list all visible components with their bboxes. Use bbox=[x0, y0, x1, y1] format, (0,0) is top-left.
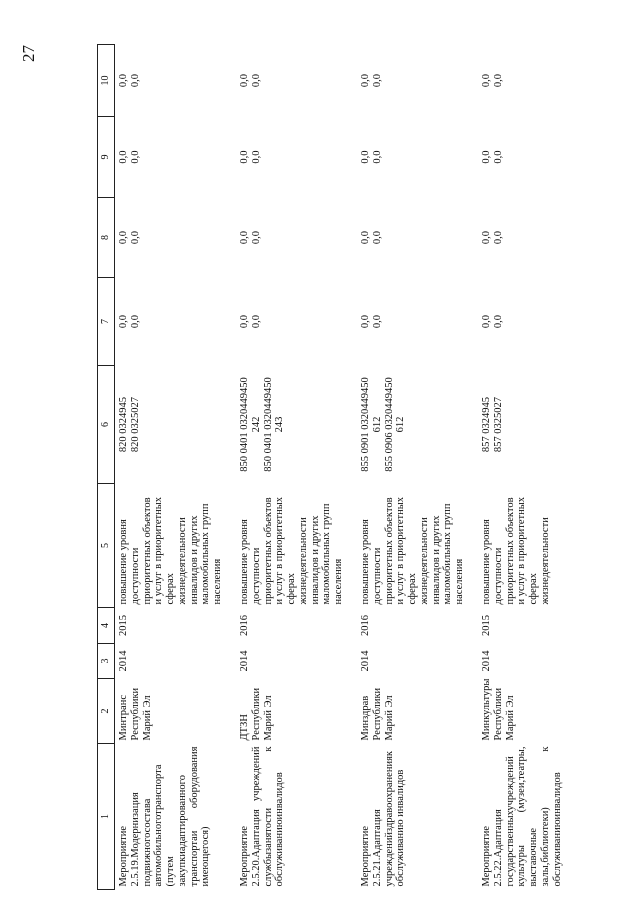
end-year-cell: 2016 bbox=[360, 615, 371, 636]
budget-code-cell-line: 855 0906 0320449450 bbox=[383, 377, 395, 472]
result-cell-line: приоритетных объектов bbox=[504, 497, 516, 605]
activity-cell-line: инвалидов bbox=[551, 772, 563, 820]
activity-cell-line: Мероприятие 2.5.19. bbox=[118, 825, 141, 887]
value-cell-9-line: 0,0 bbox=[371, 150, 383, 164]
budget-code-cell-line: 820 0325027 bbox=[129, 396, 141, 453]
result-cell-line: доступности bbox=[129, 547, 141, 605]
activity-cell-line: к обслуживанию инвалидов bbox=[383, 750, 407, 887]
value-cell-7 bbox=[357, 278, 478, 366]
budget-code-cell bbox=[478, 366, 599, 484]
value-cell-8 bbox=[478, 198, 599, 278]
value-cell-9-line: 0,0 bbox=[360, 150, 371, 164]
result-cell-line: населения bbox=[333, 558, 344, 605]
executor-cell-line: Марий Эл bbox=[141, 695, 153, 741]
result-cell-line: инвалидов и других bbox=[430, 515, 442, 605]
value-cell-7-line: 0,0 bbox=[481, 314, 492, 329]
header-cell: 1 bbox=[98, 744, 115, 890]
executor-cell-line: Республики bbox=[371, 687, 383, 741]
result-cell-line: доступности bbox=[492, 547, 504, 605]
result-cell bbox=[115, 484, 237, 608]
value-cell-10-line: 0,0 bbox=[492, 73, 504, 88]
budget-code-cell bbox=[115, 366, 237, 484]
executor-cell bbox=[236, 679, 357, 744]
activity-cell bbox=[115, 744, 237, 890]
value-cell-8-line: 0,0 bbox=[239, 230, 250, 245]
result-cell-line: повышение уровня bbox=[239, 519, 250, 605]
activity-cell bbox=[478, 744, 599, 890]
value-cell-10-line: 0,0 bbox=[129, 73, 141, 88]
value-cell-10 bbox=[478, 45, 599, 117]
value-cell-9-line: 0,0 bbox=[481, 150, 492, 164]
value-cell-9 bbox=[357, 117, 478, 198]
value-cell-7-line: 0,0 bbox=[239, 314, 250, 329]
header-cell: 6 bbox=[98, 366, 115, 484]
activity-cell-line: Мероприятие 2.5.20. bbox=[239, 825, 262, 887]
budget-code-cell-line: 857 0324945 bbox=[481, 396, 492, 453]
result-cell bbox=[236, 484, 357, 608]
activity-cell-line: театры, выставочные залы, bbox=[516, 746, 551, 887]
header-row bbox=[98, 45, 115, 890]
budget-code-cell-line: 850 0401 0320449450 bbox=[239, 377, 250, 472]
budget-code-cell bbox=[236, 366, 357, 484]
activity-cell bbox=[236, 744, 357, 890]
value-cell-8-line: 0,0 bbox=[492, 230, 504, 245]
value-cell-9-line: 0,0 bbox=[239, 150, 250, 164]
value-cell-9 bbox=[478, 117, 599, 198]
table-body bbox=[115, 45, 600, 890]
value-cell-9-line: 0,0 bbox=[129, 150, 141, 164]
activity-cell-line: и оборудования имеющегося) bbox=[188, 746, 212, 887]
page-number: 27 bbox=[19, 45, 38, 62]
value-cell-8 bbox=[115, 198, 237, 278]
header-cell: 10 bbox=[98, 45, 115, 117]
result-cell-line: населения bbox=[454, 558, 465, 605]
value-cell-10 bbox=[115, 45, 237, 117]
value-cell-7 bbox=[236, 278, 357, 366]
result-cell-line: и услуг в приоритетных bbox=[516, 496, 528, 605]
executor-cell bbox=[357, 679, 478, 744]
result-cell-line: доступности bbox=[250, 547, 262, 605]
table-row bbox=[478, 45, 599, 890]
table-row bbox=[236, 45, 357, 890]
activity-cell-line: Адаптация учреждений службы bbox=[250, 746, 274, 887]
result-cell-line: сферах bbox=[286, 573, 297, 605]
value-cell-10-line: 0,0 bbox=[371, 73, 383, 88]
activity-cell-line: Модернизация подвижного bbox=[129, 792, 153, 887]
value-cell-10-line: 0,0 bbox=[250, 73, 262, 88]
executor-cell bbox=[115, 679, 237, 744]
activity-cell-line: инвалидов bbox=[274, 772, 286, 820]
program-table bbox=[97, 44, 599, 890]
value-cell-10-line: 0,0 bbox=[481, 73, 492, 88]
value-cell-7-line: 0,0 bbox=[118, 314, 129, 329]
executor-cell-line: Минкультуры bbox=[481, 678, 492, 741]
activity-cell-line: Адаптация государственных bbox=[492, 809, 516, 887]
value-cell-7 bbox=[478, 278, 599, 366]
end-year-cell: 2016 bbox=[239, 615, 250, 636]
budget-code-cell-line: 612 bbox=[371, 416, 383, 433]
value-cell-8-line: 0,0 bbox=[118, 230, 129, 245]
result-cell-line: маломобильных групп bbox=[321, 503, 333, 605]
start-year-cell: 2014 bbox=[481, 650, 492, 672]
value-cell-10-line: 0,0 bbox=[239, 73, 250, 88]
header-cell: 3 bbox=[98, 644, 115, 679]
result-cell bbox=[478, 484, 599, 608]
table-row bbox=[115, 45, 237, 890]
result-cell-line: жизнедеятельности bbox=[418, 517, 430, 605]
value-cell-9 bbox=[236, 117, 357, 198]
executor-cell-line: Республики bbox=[492, 687, 504, 741]
result-cell-line: приоритетных объектов bbox=[141, 497, 153, 605]
budget-code-cell bbox=[357, 366, 478, 484]
table-row bbox=[357, 45, 478, 890]
result-cell-line: инвалидов и других bbox=[309, 515, 321, 605]
result-cell-line: сферах bbox=[528, 573, 539, 605]
result-cell-line: повышение уровня bbox=[481, 519, 492, 605]
value-cell-7 bbox=[115, 278, 237, 366]
executor-cell-line: Минздрав bbox=[360, 695, 371, 741]
result-cell-line: маломобильных групп bbox=[200, 503, 212, 605]
result-cell-line: приоритетных объектов bbox=[262, 497, 274, 605]
executor-cell-line: ДТЗН bbox=[239, 714, 250, 741]
rotated-page bbox=[19, 45, 639, 890]
result-cell-line: доступности bbox=[371, 547, 383, 605]
budget-code-cell-line: 857 0325027 bbox=[492, 396, 504, 453]
budget-code-cell-line: 243 bbox=[274, 416, 286, 433]
result-cell-line: жизнедеятельности bbox=[297, 517, 309, 605]
value-cell-10 bbox=[236, 45, 357, 117]
value-cell-7-line: 0,0 bbox=[371, 314, 383, 329]
end-year-cell: 2015 bbox=[118, 615, 129, 636]
activity-cell-line: состава автомобильного bbox=[141, 798, 165, 887]
start-year-cell: 2014 bbox=[118, 650, 129, 672]
executor-cell-line: Республики bbox=[129, 687, 141, 741]
header-cell: 5 bbox=[98, 484, 115, 608]
executor-cell bbox=[478, 679, 599, 744]
result-cell-line: повышение уровня bbox=[360, 519, 371, 605]
value-cell-10-line: 0,0 bbox=[360, 73, 371, 88]
value-cell-9 bbox=[115, 117, 237, 198]
result-cell-line: жизнедеятельности bbox=[539, 517, 551, 605]
result-cell-line: населения bbox=[212, 558, 223, 605]
value-cell-10-line: 0,0 bbox=[118, 73, 129, 88]
executor-cell-line: Марий Эл bbox=[383, 695, 395, 741]
value-cell-9-line: 0,0 bbox=[118, 150, 129, 164]
start-year-cell: 2014 bbox=[239, 650, 250, 672]
result-cell-line: и услуг в приоритетных bbox=[395, 496, 407, 605]
activity-cell-line: учреждений культуры (музеи, bbox=[504, 756, 528, 887]
value-cell-8-line: 0,0 bbox=[371, 230, 383, 245]
executor-cell-line: Марий Эл bbox=[504, 695, 516, 741]
result-cell-line: повышение уровня bbox=[118, 519, 129, 605]
result-cell-line: приоритетных объектов bbox=[383, 497, 395, 605]
activity-cell-line: Мероприятие 2.5.21. bbox=[360, 825, 383, 887]
value-cell-8 bbox=[236, 198, 357, 278]
value-cell-9-line: 0,0 bbox=[250, 150, 262, 164]
value-cell-9-line: 0,0 bbox=[492, 150, 504, 164]
budget-code-cell-line: 850 0401 0320449450 bbox=[262, 377, 274, 472]
activity-cell-line: адаптированного транспорта bbox=[176, 775, 200, 887]
activity-cell-line: библиотеки) к обслуживанию bbox=[539, 746, 563, 887]
header-cell: 4 bbox=[98, 608, 115, 644]
activity-cell bbox=[357, 744, 478, 890]
header-cell: 7 bbox=[98, 278, 115, 366]
value-cell-7-line: 0,0 bbox=[250, 314, 262, 329]
header-cell: 2 bbox=[98, 679, 115, 744]
executor-cell-line: Республики bbox=[250, 687, 262, 741]
result-cell-line: и услуг в приоритетных bbox=[274, 496, 286, 605]
budget-code-cell-line: 855 0901 0320449450 bbox=[360, 377, 371, 472]
value-cell-7-line: 0,0 bbox=[129, 314, 141, 329]
value-cell-8-line: 0,0 bbox=[360, 230, 371, 245]
result-cell-line: инвалидов и других bbox=[188, 515, 200, 605]
end-year-cell: 2015 bbox=[481, 615, 492, 636]
result-cell-line: и услуг в приоритетных bbox=[153, 496, 165, 605]
value-cell-7-line: 0,0 bbox=[360, 314, 371, 329]
value-cell-7-line: 0,0 bbox=[492, 314, 504, 329]
value-cell-10 bbox=[357, 45, 478, 117]
activity-cell-line: здравоохранения bbox=[383, 756, 395, 832]
result-cell-line: сферах bbox=[165, 573, 176, 605]
header-cell: 9 bbox=[98, 117, 115, 198]
result-cell-line: маломобильных групп bbox=[442, 503, 454, 605]
activity-cell-line: занятости к обслуживанию bbox=[262, 746, 286, 887]
value-cell-8-line: 0,0 bbox=[129, 230, 141, 245]
activity-cell-line: Адаптация учреждений bbox=[371, 809, 395, 887]
executor-cell-line: Минтранс bbox=[118, 695, 129, 741]
start-year-cell: 2014 bbox=[360, 650, 371, 672]
result-cell bbox=[357, 484, 478, 608]
budget-code-cell-line: 612 bbox=[395, 416, 407, 433]
executor-cell-line: Марий Эл bbox=[262, 695, 274, 741]
budget-code-cell-line: 242 bbox=[250, 416, 262, 433]
budget-code-cell-line: 820 0324945 bbox=[118, 396, 129, 453]
activity-cell-line: Мероприятие 2.5.22. bbox=[481, 825, 504, 887]
value-cell-8 bbox=[357, 198, 478, 278]
result-cell-line: жизнедеятельности bbox=[176, 517, 188, 605]
header-cell: 8 bbox=[98, 198, 115, 278]
value-cell-8-line: 0,0 bbox=[250, 230, 262, 245]
value-cell-8-line: 0,0 bbox=[481, 230, 492, 245]
result-cell-line: сферах bbox=[407, 573, 418, 605]
activity-cell-line: транспорта (путем закупки bbox=[153, 764, 188, 887]
